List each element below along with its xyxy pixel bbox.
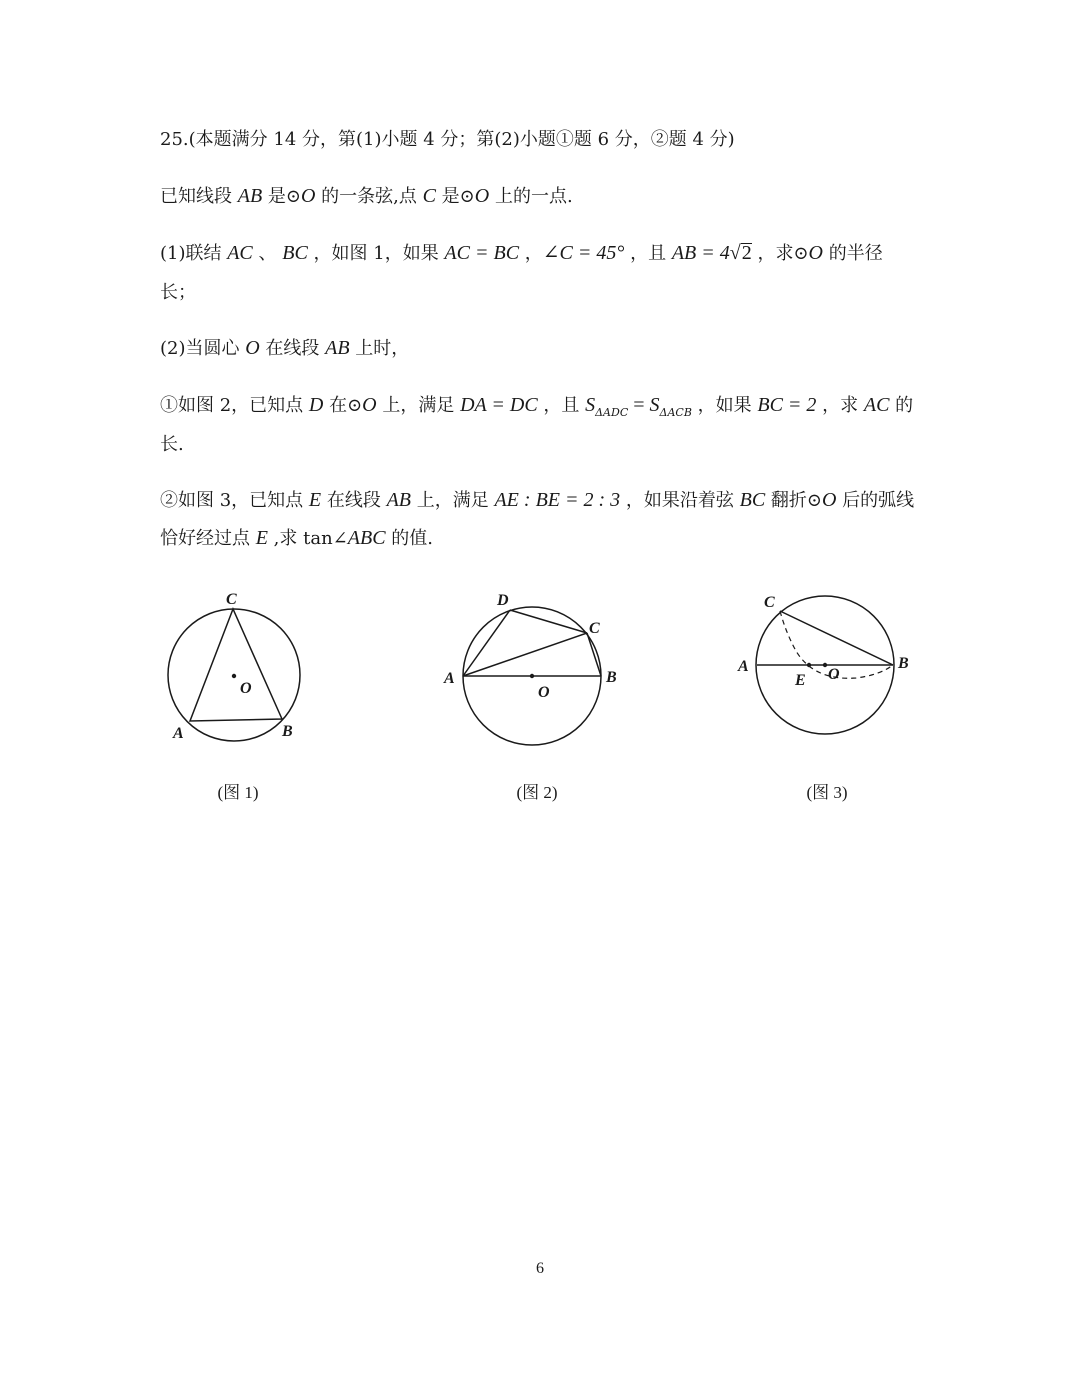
segment-ac [463,633,587,676]
page-number: 6 [536,1260,544,1277]
figure-2-caption: (图 2) [516,783,558,802]
sub-question-1-line-2: 长. [160,434,184,455]
label-d: D [497,592,509,609]
label-a: A [173,725,184,742]
question-header: 25.(本题满分 14 分，第(1)小题 4 分；第(2)小题①题 6 分，②题 4 分) [160,129,735,150]
label-e: E [795,672,806,689]
part-1-line-2: 长； [160,282,196,303]
label-c: C [589,620,600,637]
center-dot [232,674,236,678]
segment-cb [587,633,601,676]
label-a: A [738,658,749,675]
segment-ad [463,610,510,676]
figure-3 [730,585,920,745]
label-b: B [606,669,617,686]
figure-3-caption: (图 3) [806,783,848,802]
sub-question-2-line-1: ②如图 3，已知点 E 在线段 AB 上，满足 AE : BE = 2 : 3 ，如果沿着弦 BC 翻折⊙O 后的弧线 [160,489,915,511]
figure-1-caption: (图 1) [217,783,259,802]
sub-question-1-line-1: ①如图 2，已知点 D 在⊙O 上，满足 DA = DC ，且 $S_{\Delta ADC} = S_{\Delta ACB}$ ，如果 BC = 2 ，求 AC 的 [160,394,914,419]
figure-2 [436,585,636,755]
label-b: B [282,723,293,740]
figure-1 [160,585,320,750]
part-2: (2)当圆心 O 在线段 AB 上时， [160,337,410,359]
label-c: C [226,591,237,608]
question-intro: 已知线段 AB 是⊙O 的一条弦,点 C 是⊙O 上的一点. [160,185,573,207]
point-e-dot [807,663,811,667]
label-c: C [764,594,775,611]
label-o: O [240,680,252,697]
sub-question-2-line-2: 恰好经过点 E ,求 tan∠ABC 的值. [160,527,433,549]
center-dot [530,674,534,678]
label-o: O [538,684,550,701]
label-b: B [898,655,909,672]
label-o: O [828,666,840,683]
label-a: A [444,670,455,687]
center-dot [823,663,827,667]
triangle-abc [190,609,282,721]
part-1-line-1: (1)联结 AC 、 BC ，如图 1，如果 AC = BC ，∠C = 45° ，且 AB = 4√2 ，求⊙O 的半径 [160,242,883,264]
